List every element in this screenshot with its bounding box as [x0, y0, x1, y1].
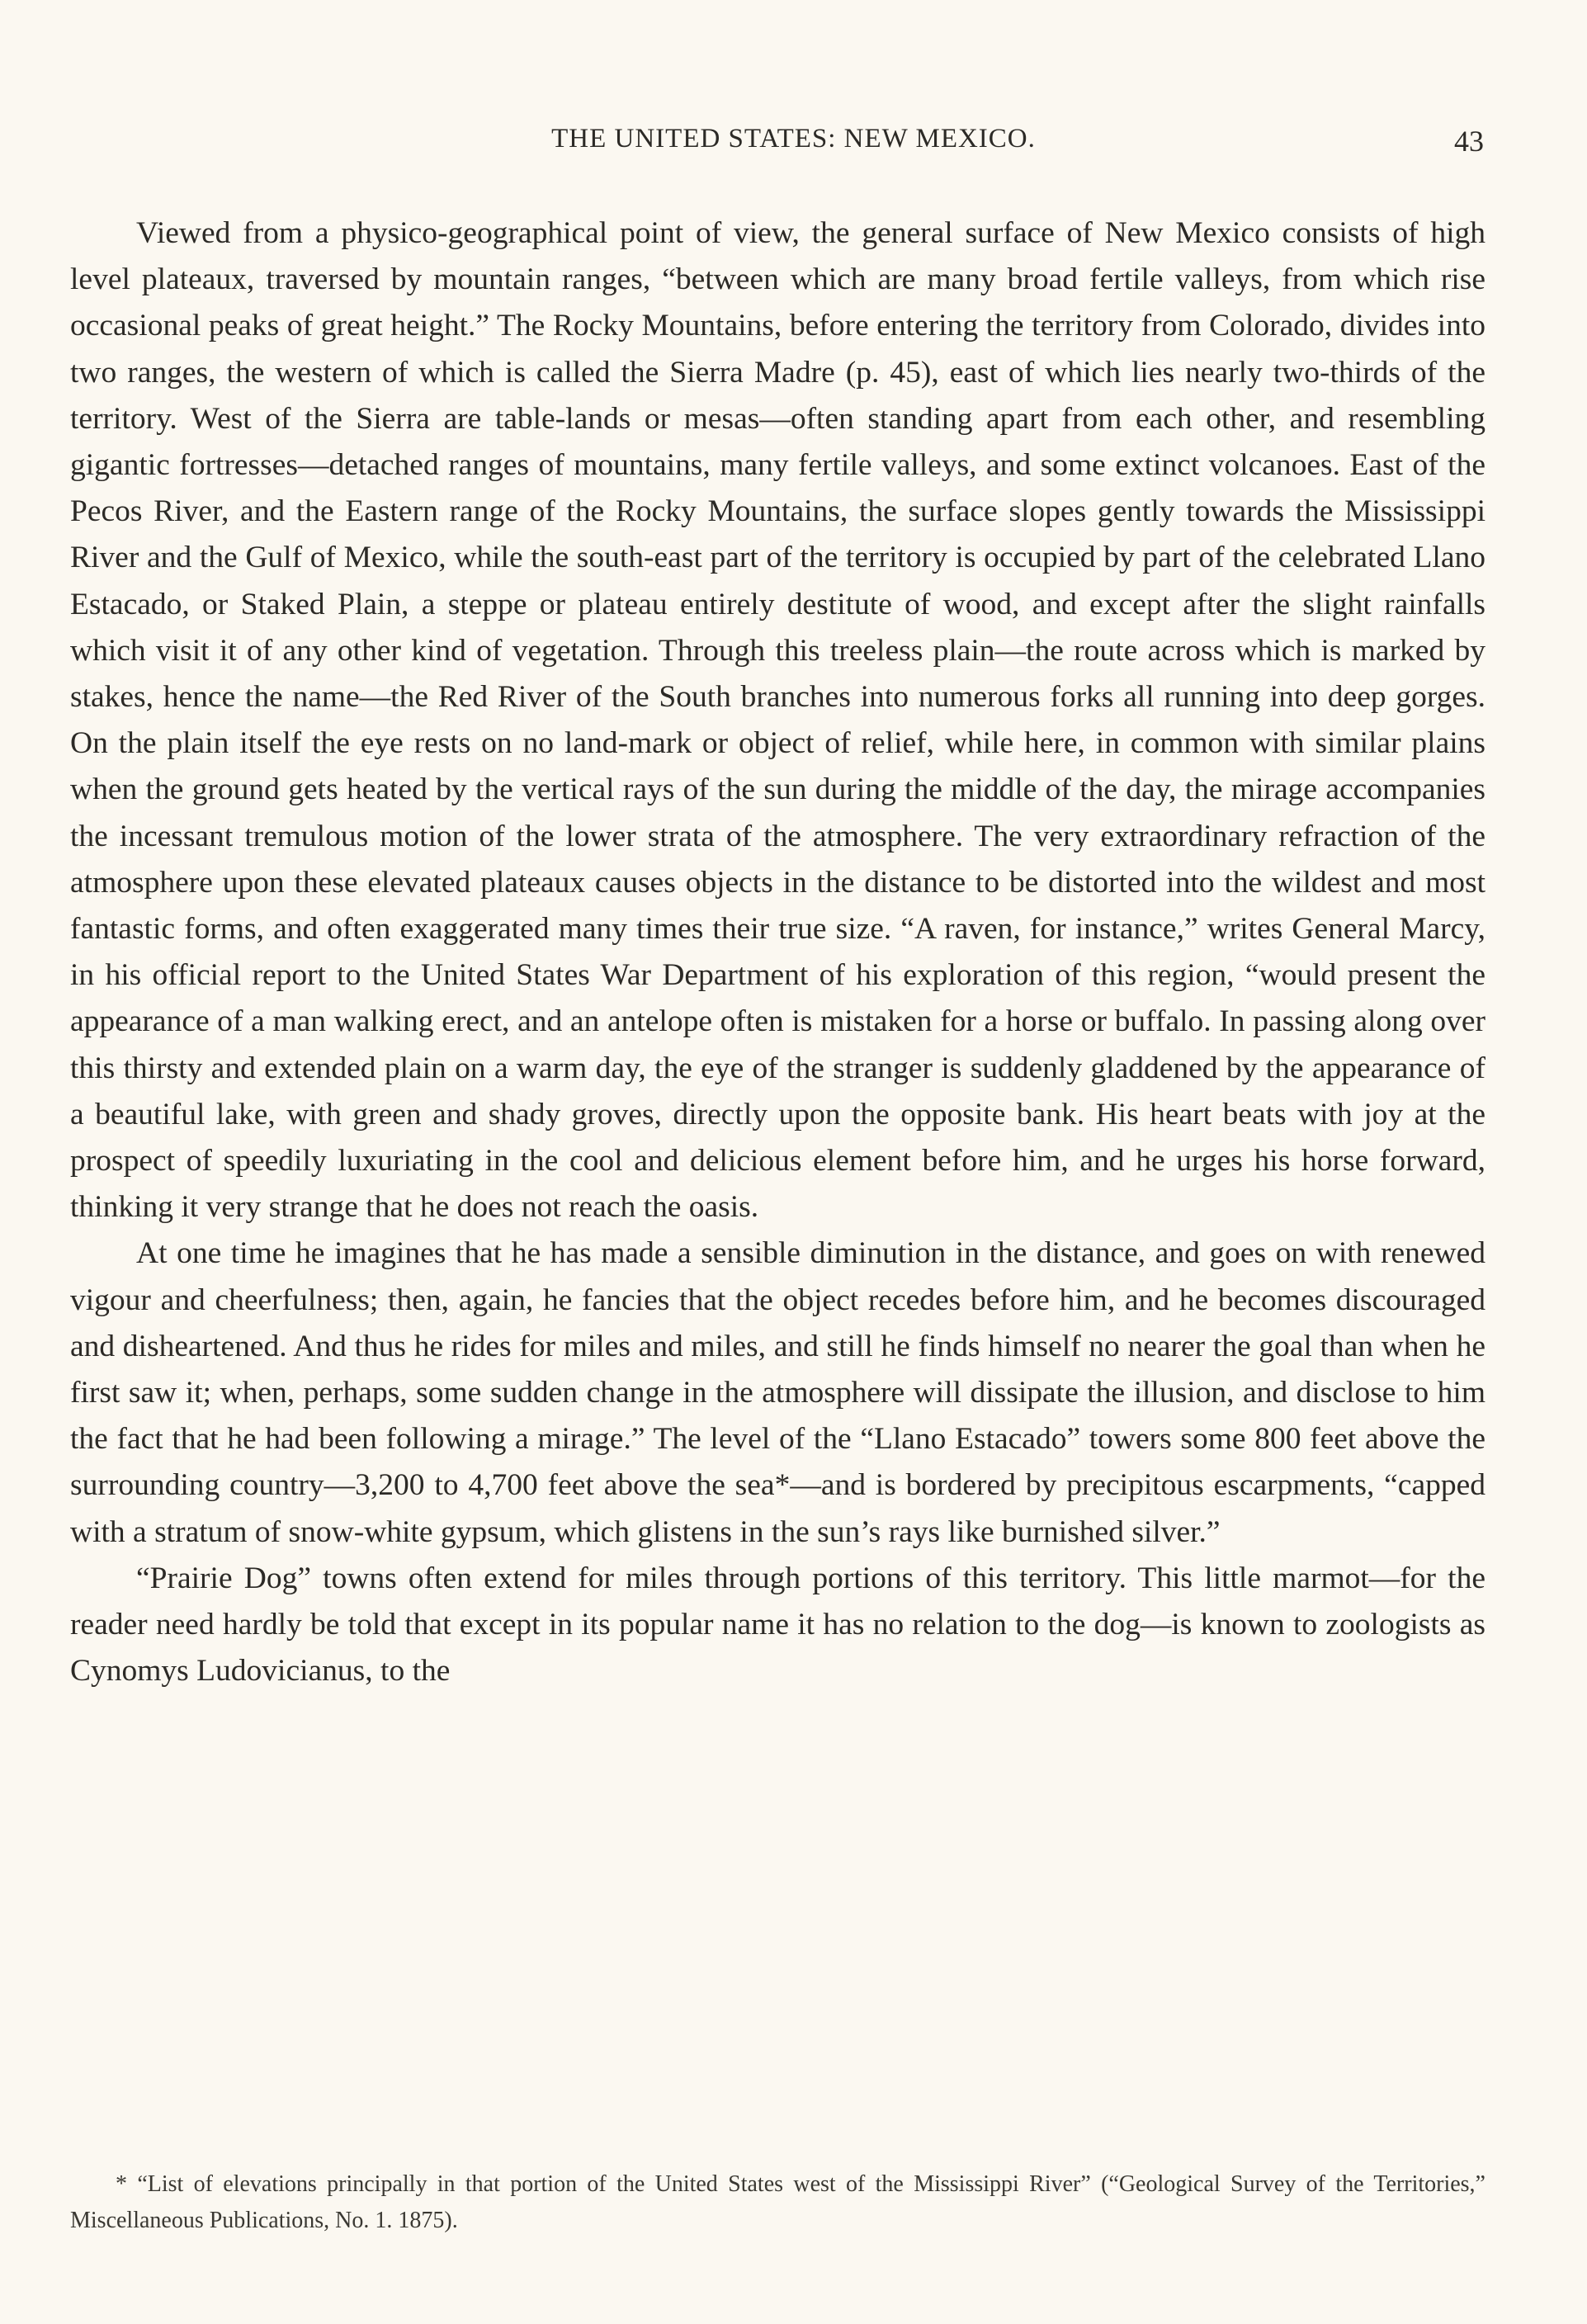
paragraph-3: “Prairie Dog” towns often extend for miles through portions of this territory. This little marmot—for the reader need hardly be told that except in its popular name it has no relation to the dog—is known to zoologists as Cynomys Ludovicianus, to the — [70, 1561, 1485, 1689]
page-number: 43 — [1454, 125, 1484, 158]
paragraph-1: Viewed from a physico-geographical point of view, the general surface of New Mexico consists of high level plateaux, traversed by mountain ranges, “between which are many broad fertile valleys, from which rise occasional peaks of great height.” The Rocky Mountains, before entering the territory from Colorado, divides into two ranges, the western of which is called the Sierra Madre (p. 45), east of which lies nearly two-thirds of the territory. West of the Sierra are table-lands or mesas—often standing apart from each other, and resembling gigantic fortresses—detached ranges of mountains, many fertile valleys, and some extinct volcanoes. East of the Pecos River, and the Eastern range of the Rocky Mountains, the surface slopes gently towards the Mississippi River and the Gulf of Mexico, while the south-east part of the territory is occupied by part of the celebrated Llano Estacado, or Staked Plain, a steppe or plateau entirely destitute of wood, and except after the slight rainfalls which visit it of any other kind of vegetation. Through this treeless plain—the route across which is marked by stakes, hence the name—the Red River of the South branches into numerous forks all running into deep gorges. On the plain itself the eye rests on no land-mark or object of relief, while here, in common with similar plains when the ground gets heated by the vertical rays of the sun during the middle of the day, the mirage accompanies the incessant tremulous motion of the lower strata of the atmosphere. The very extraordinary refraction of the atmosphere upon these elevated plateaux causes objects in the distance to be distorted into the wildest and most fantastic forms, and often exaggerated many times their true size. “A raven, for instance,” writes General Marcy, in his official report to the United States War Department of his exploration of this region, “would present the appearance of a man walking erect, and an antelope often is mistaken for a horse or buffalo. In passing along over this thirsty and extended plain on a warm day, the eye of the stranger is suddenly gladdened by the appearance of a beautiful lake, with green and shady groves, directly upon the opposite bank. His heart beats with joy at the prospect of speedily luxuriating in the cool and delicious element before him, and he urges his horse forward, thinking it very strange that he does not reach the oasis. — [70, 216, 1485, 1225]
footnote — [70, 2166, 1485, 2239]
paragraph-2: At one time he imagines that he has made a sensible diminution in the distance, and goes on with renewed vigour and cheerfulness; then, again, he fancies that the object recedes before him, and he becomes discouraged and disheartened. And thus he rides for miles and miles, and still he finds himself no nearer the goal than when he first saw it; when, perhaps, some sudden change in the atmosphere will dissipate the illusion, and disclose to him the fact that he had been following a mirage.” The level of the “Llano Estacado” towers some 800 feet above the surrounding country—3,200 to 4,700 feet above the sea*—and is bordered by precipitous escarpments, “capped with a stratum of snow-white gypsum, which glistens in the sun’s rays like burnished silver.” — [70, 1236, 1485, 1549]
running-head — [0, 124, 1587, 165]
footnote-text: * “List of elevations principally in that portion of the United States west of the Mississippi River” (“Geological Survey of the Territories,” Miscellaneous Publications, No. 1. 1875). — [70, 2171, 1485, 2233]
running-title: THE UNITED STATES: NEW MEXICO. — [551, 124, 1036, 154]
body-text — [70, 210, 1485, 1695]
